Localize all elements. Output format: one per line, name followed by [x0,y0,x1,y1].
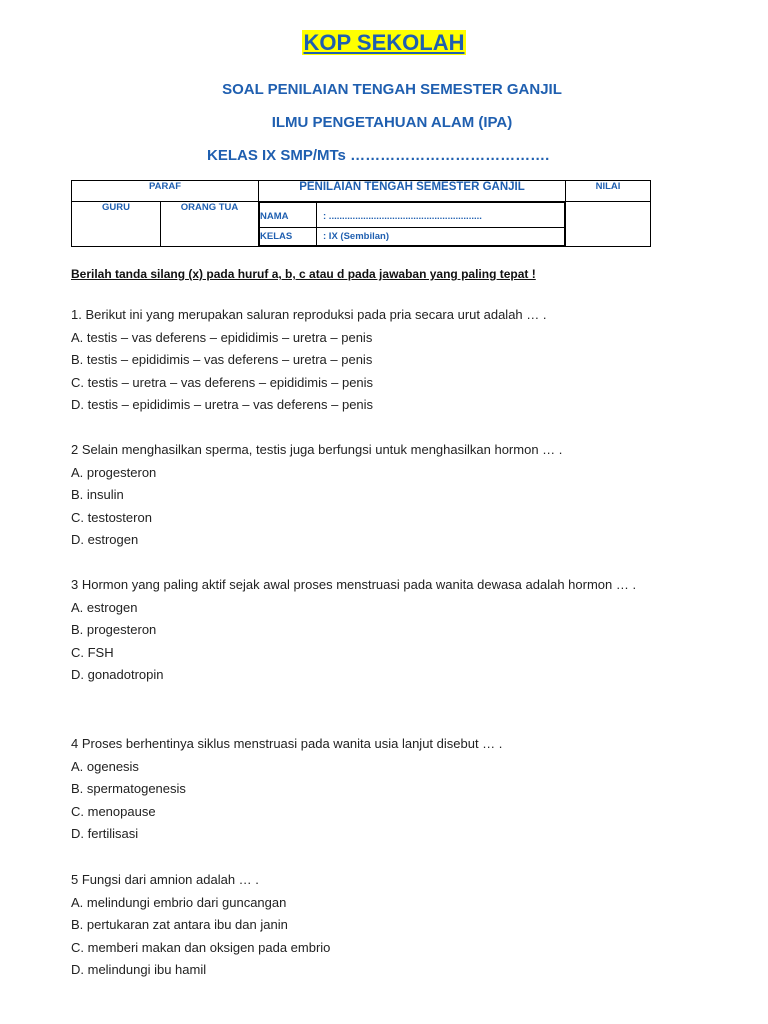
question-3 [71,574,715,687]
exam-title: SOAL PENILAIAN TENGAH SEMESTER GANJIL [222,81,562,98]
orang-tua-cell: ORANG TUA [161,202,259,247]
option-c: C. testosteron [71,509,152,525]
option-d: D. gonadotropin [71,667,164,683]
penilaian-header: PENILAIAN TENGAH SEMESTER GANJIL [259,181,566,202]
nama-value: : .......................................................... [317,203,565,228]
option-b: B. spermatogenesis [71,781,186,797]
student-info-cell [259,202,566,247]
question-text: 4 Proses berhentinya siklus menstruasi pada wanita usia lanjut disebut … . [71,736,503,751]
option-d: D. testis – epididimis – uretra – vas deferens – penis [71,397,374,413]
question-text: 5 Fungsi dari amnion adalah … . [71,872,259,887]
guru-cell: GURU [72,202,161,247]
option-a: A. progesteron [71,464,157,480]
kop-sekolah-title [0,30,768,56]
question-text: 2 Selain menghasilkan sperma, testis juga berfungsi untuk menghasilkan hormon … . [71,442,563,457]
option-d: D. fertilisasi [71,826,139,842]
kelas-value: : IX (Sembilan) [317,227,565,245]
subject-title: ILMU PENGETAHUAN ALAM (IPA) [271,114,513,131]
question-5 [71,869,721,982]
option-a: A. testis – vas deferens – epididimis – uretra – penis [71,329,373,345]
option-b: B. progesteron [71,622,157,638]
question-text: 3 Hormon yang paling aktif sejak awal proses menstruasi pada wanita dewasa adalah hormon … . [71,577,637,592]
kop-sekolah-text: KOP SEKOLAH [303,30,465,55]
identity-table [71,180,651,247]
option-d: D. estrogen [71,532,139,548]
option-b: B. testis – epididimis – vas deferens – uretra – penis [71,352,373,368]
option-a: A. ogenesis [71,758,139,774]
class-line: KELAS IX SMP/MTs …………………………………. [207,147,550,164]
question-1 [71,304,721,417]
option-d: D. melindungi ibu hamil [71,962,207,978]
instruction: Berilah tanda silang (x) pada huruf a, b, c atau d pada jawaban yang paling tepat ! [71,267,536,281]
option-b: B. pertukaran zat antara ibu dan janin [71,917,288,933]
nilai-cell [566,202,651,247]
option-c: C. testis – uretra – vas deferens – epididimis – penis [71,374,374,390]
nilai-header: NILAI [566,181,651,202]
nama-label: NAMA [260,203,317,228]
student-info-table [259,202,565,246]
option-a: A. estrogen [71,599,138,615]
option-c: C. memberi makan dan oksigen pada embrio [71,939,331,955]
question-text: 1. Berikut ini yang merupakan saluran reproduksi pada pria secara urut adalah … . [71,307,547,322]
question-2 [71,439,721,552]
option-c: C. menopause [71,803,156,819]
kelas-label: KELAS [260,227,317,245]
option-a: A. melindungi embrio dari guncangan [71,894,287,910]
option-b: B. insulin [71,487,124,503]
paraf-header: PARAF [72,181,259,202]
question-4 [71,733,721,846]
option-c: C. FSH [71,644,114,660]
